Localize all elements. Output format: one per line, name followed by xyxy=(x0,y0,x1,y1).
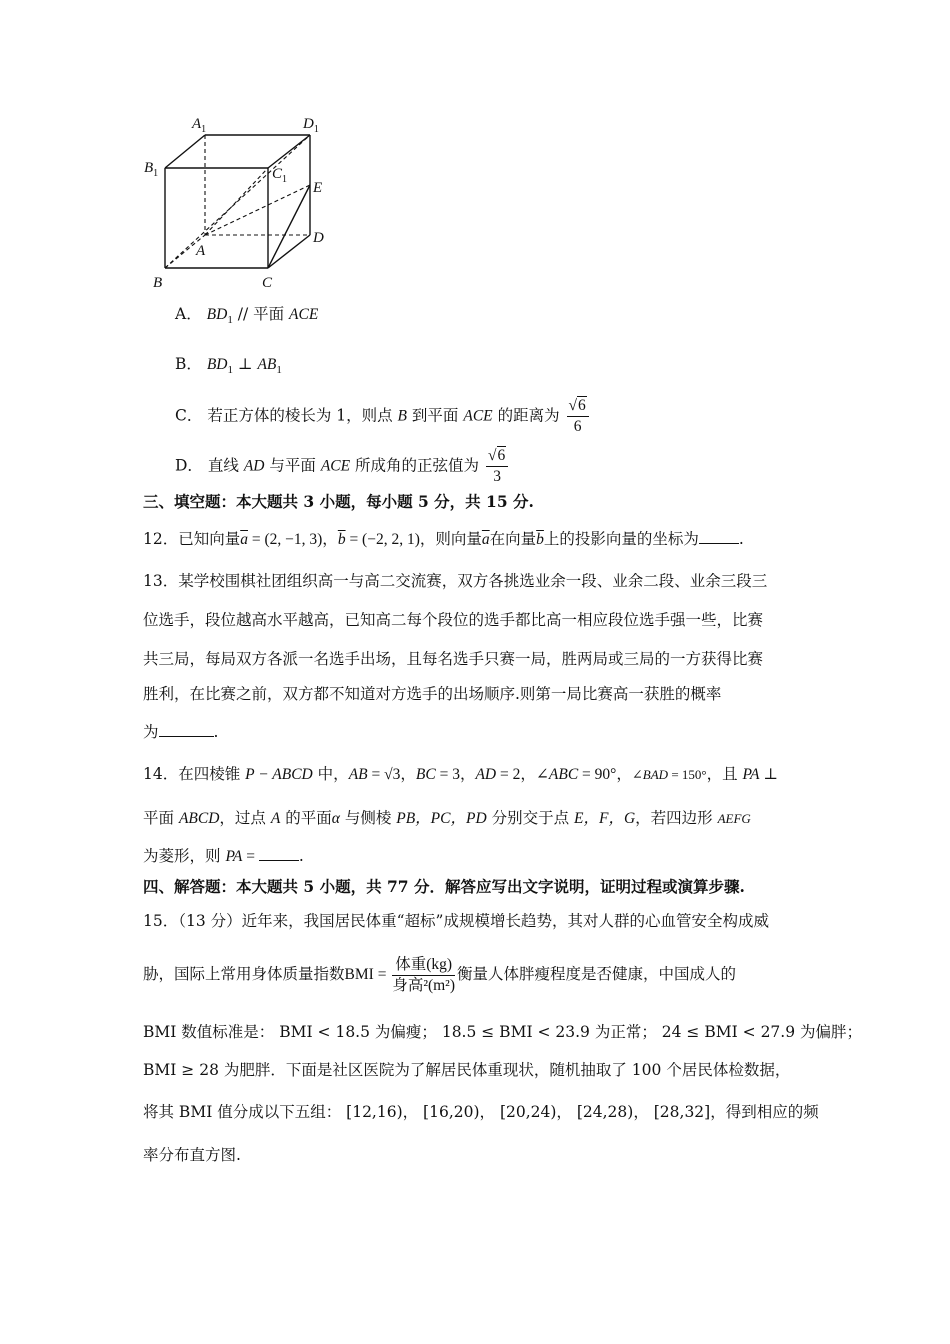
fraction-denominator: 身高²(m²) xyxy=(392,976,455,994)
q15-line-6: 率分布直方图. xyxy=(143,1146,241,1164)
label-d1: $D_1$ xyxy=(303,116,319,135)
label-b1: $B_1$ xyxy=(144,160,159,179)
option-text: 到平面 xyxy=(407,406,464,425)
cube-figure xyxy=(140,110,340,295)
option-tag: B． xyxy=(175,355,202,373)
label-a1: $A_1$ xyxy=(192,116,207,135)
q15-text: 衡量人体胖瘦程度是否健康，中国成人的 xyxy=(457,965,737,983)
q13-line-2: 位选手，段位越高水平越高，已知高二每个段位的选手都比高一相应段位选手强一些，比赛 xyxy=(143,611,764,629)
q11-option-c xyxy=(175,396,591,437)
q12-text: 在向量 xyxy=(489,530,537,548)
option-tag: D． xyxy=(175,456,203,475)
math-aefg: AEFG xyxy=(717,811,751,826)
math-ab: AB xyxy=(348,766,368,783)
q14-text: 中， xyxy=(312,765,349,783)
q14-text: 与侧棱 xyxy=(339,809,397,827)
equals-sign: = xyxy=(242,848,259,865)
bmi-label: BMI xyxy=(344,966,374,983)
option-text: 直线 xyxy=(207,456,244,475)
math-angle-abc-value: = 90° xyxy=(578,766,617,783)
answer-blank[interactable] xyxy=(159,722,214,737)
math-bd: BD xyxy=(206,306,228,323)
math-edges: PB，PC，PD xyxy=(396,810,487,827)
q11-option-b xyxy=(175,354,282,380)
q14-text: 为菱形，则 xyxy=(143,847,226,865)
radicand: 6 xyxy=(497,447,506,464)
equals-sign: = xyxy=(373,966,391,983)
math-ab-value: = √3 xyxy=(367,766,401,783)
subscript: 1 xyxy=(227,364,233,377)
math-bd: BD xyxy=(206,356,228,373)
fraction-sqrt6-over-3: $\frac{√6}{3}$ xyxy=(486,446,508,487)
cube-hidden-edges xyxy=(165,135,310,268)
math-pa: PA xyxy=(742,766,760,783)
perp-symbol: ⊥ xyxy=(759,766,778,783)
math-abcd: ABCD xyxy=(178,810,220,827)
answer-blank[interactable] xyxy=(259,846,299,861)
radicand: 6 xyxy=(578,397,586,414)
q14-text: 平面 xyxy=(143,809,179,827)
q15-line-1: 15．（13 分）近年来，我国居民体重“超标”成规模增长趋势，其对人群的心血管安全构成威 xyxy=(143,912,769,930)
math-ad-value: = 2 xyxy=(496,766,521,783)
period: . xyxy=(298,847,304,865)
vector-b: $\overline{b}$ xyxy=(536,531,544,548)
math-ad: AD xyxy=(243,457,265,475)
q14-line-3 xyxy=(143,846,304,867)
answer-blank[interactable] xyxy=(699,529,739,544)
vector-b: $\overline{b}$ xyxy=(337,531,346,548)
option-tag: A． xyxy=(175,305,202,323)
q13-line-4: 胜利，在比赛之前，双方都不知道对方选手的出场顺序.则第一局比赛高一获胜的概率 xyxy=(143,685,722,703)
option-text: 若正方体的棱长为 1，则点 xyxy=(207,406,398,425)
vector-a-value: = (2, −1, 3) xyxy=(247,531,323,548)
q14-line-2 xyxy=(143,808,751,829)
q13-line-3: 共三局，每局双方各派一名选手出场，且每名选手只赛一局，胜两局或三局的一方获得比赛 xyxy=(143,650,764,668)
label-d: D xyxy=(313,230,324,246)
math-ad: AD xyxy=(475,766,497,783)
subscript: 1 xyxy=(276,364,282,377)
math-ace: ACE xyxy=(289,306,319,323)
separator: ， xyxy=(322,530,338,548)
math-alpha: α xyxy=(331,810,340,827)
q15-line-4: BMI ≥ 28 为肥胖．下面是社区医院为了解居民体重现状，随机抽取了 100 个居民体检数据， xyxy=(143,1061,791,1079)
option-text: // 平面 xyxy=(232,305,290,323)
math-pyramid: P − ABCD xyxy=(245,766,313,783)
perp-symbol: ⊥ xyxy=(233,355,258,373)
q15-line-2 xyxy=(143,950,736,999)
math-points: E，F，G xyxy=(574,810,636,827)
q11-option-a xyxy=(175,304,318,330)
denominator: 6 xyxy=(573,418,582,435)
period: . xyxy=(213,723,219,741)
q13-line-1: 13．某学校围棋社团组织高一与高二交流赛，双方各挑选业余一段、业余二段、业余三段三 xyxy=(143,572,768,590)
q15-line-5: 将其 BMI 值分成以下五组： [12,16)， [16,20)， [20,24)， [24,28)， [28,32]，得到相应的频 xyxy=(143,1103,819,1121)
fraction-sqrt6-over-6: $\frac{√6}{6}$ xyxy=(567,396,589,437)
q12-text: ，则向量 xyxy=(419,530,482,548)
q14-line-1: 14．在四棱锥 P − ABCD 中，AB = √3，BC = 3，AD = 2，∠ABC = 90°，∠BAD = 150°，且 PA ⊥ xyxy=(143,765,778,783)
option-text: 与平面 xyxy=(264,456,321,475)
section-3-heading: 三、填空题：本大题共 3 小题，每小题 5 分，共 15 分. xyxy=(143,492,534,511)
math-ab: AB xyxy=(257,356,277,373)
label-b: B xyxy=(153,275,163,291)
math-b: B xyxy=(397,407,407,425)
math-ace: ACE xyxy=(463,407,493,425)
label-e: E xyxy=(313,180,323,196)
q13-line-5 xyxy=(143,722,218,742)
math-angle-abc: ∠ABC xyxy=(535,766,579,783)
option-text: 的距离为 xyxy=(492,406,560,425)
option-text: 所成角的正弦值为 xyxy=(350,456,480,475)
math-a: A xyxy=(270,810,281,827)
label-a: A xyxy=(196,243,206,259)
math-bc: BC xyxy=(415,766,436,783)
q12-text: 12．已知向量 xyxy=(143,530,241,548)
q14-text: ，若四边形 xyxy=(635,809,718,827)
q15-text: 胁，国际上常用身体质量指数 xyxy=(143,965,345,983)
section-4-heading: 四、解答题：本大题共 5 小题，共 77 分．解答应写出文字说明，证明过程或演算步骤. xyxy=(143,877,745,896)
label-c1: $C_1$ xyxy=(272,166,288,185)
q11-option-d xyxy=(175,446,510,487)
math-ace: ACE xyxy=(320,457,351,475)
math-bc-value: = 3 xyxy=(435,766,460,783)
q14-text: 14．在四棱锥 xyxy=(143,765,246,783)
math-angle-bad: ∠BAD xyxy=(631,767,669,782)
q14-text: 分别交于点 xyxy=(486,809,575,827)
bmi-fraction xyxy=(392,955,455,996)
subscript: 1 xyxy=(227,314,233,327)
period: . xyxy=(738,530,744,548)
vector-a: $\overline{a}$ xyxy=(240,531,248,548)
vector-b-value: = (−2, 2, 1) xyxy=(345,531,420,548)
math-pa: PA xyxy=(225,848,243,865)
math-angle-bad-value: = 150° xyxy=(668,767,707,782)
question-12 xyxy=(143,529,744,550)
q14-text: 的平面 xyxy=(280,809,332,827)
fraction-numerator: 体重(kg) xyxy=(392,955,455,976)
q15-line-3: BMI 数值标准是： BMI < 18.5 为偏瘦； 18.5 ≤ BMI < 23.9 为正常； 24 ≤ BMI < 27.9 为偏胖； xyxy=(143,1023,863,1041)
label-c: C xyxy=(262,275,273,291)
q12-text: 上的投影向量的坐标为 xyxy=(543,530,699,548)
denominator: 3 xyxy=(493,468,501,485)
option-tag: C． xyxy=(175,406,203,425)
q14-text: ，过点 xyxy=(219,809,271,827)
q13-text: 为 xyxy=(143,723,159,741)
vector-a: $\overline{a}$ xyxy=(481,531,490,548)
q14-text: ，且 xyxy=(706,765,743,783)
